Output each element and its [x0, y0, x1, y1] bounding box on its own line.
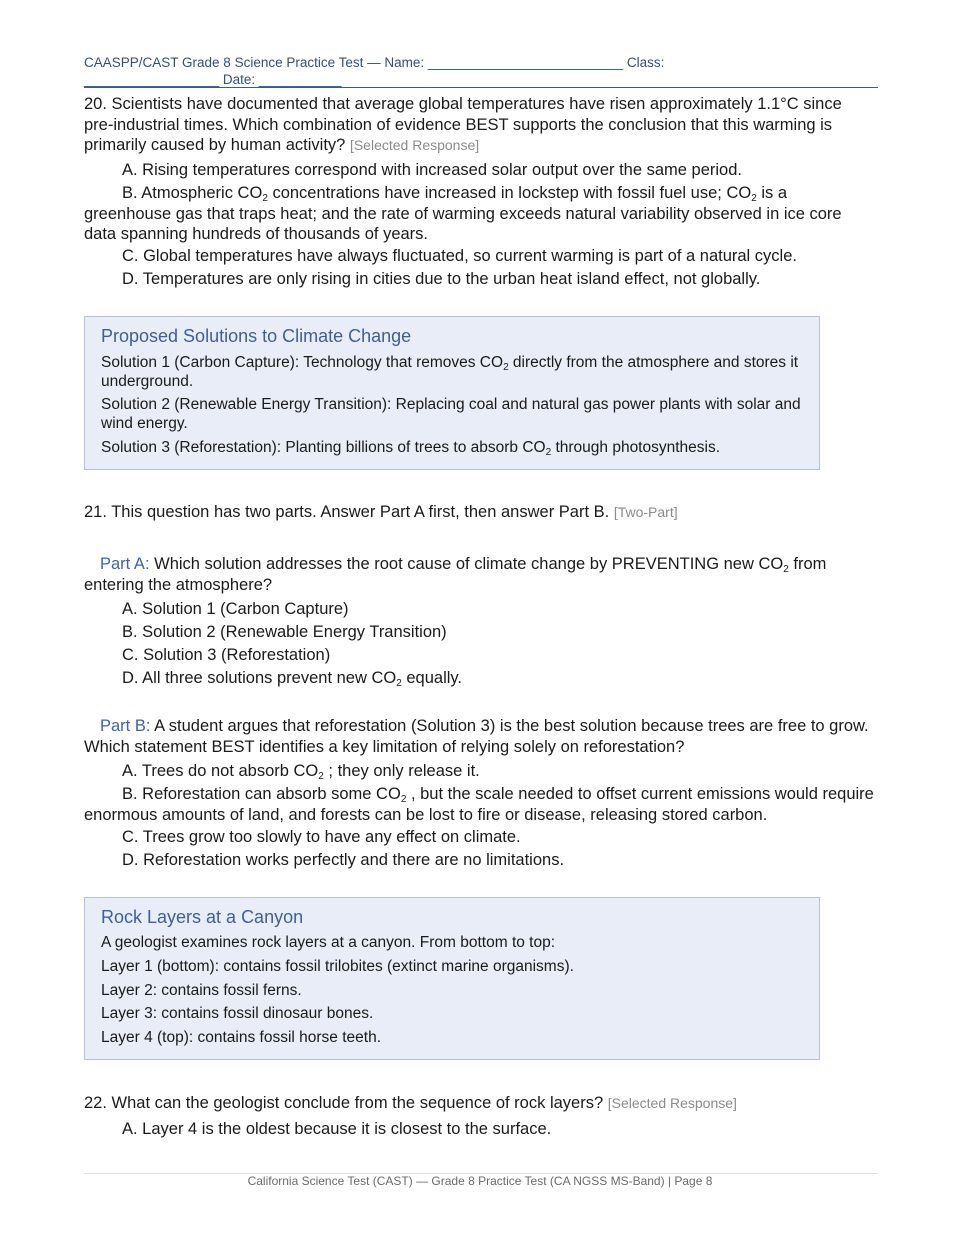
- rock-box-title: Rock Layers at a Canyon: [101, 907, 304, 927]
- q20-option-b-text-2: concentrations have increased in lockstep with fossil fuel use; CO: [267, 184, 752, 202]
- part-b-option-b[interactable]: [84, 784, 874, 825]
- climate-solutions-box: [84, 316, 820, 470]
- subscript-2: 2: [751, 193, 757, 204]
- subscript-2: 2: [503, 362, 509, 373]
- part-b-option-a[interactable]: [84, 761, 874, 782]
- q20-option-b-text-3: is a greenhouse gas that traps heat; and the rate of warming exceeds natural variability observed in ice core data spanning hundreds of thousands of years.: [84, 184, 842, 243]
- question-22-stem: [84, 1093, 874, 1114]
- part-a-prompt: [84, 554, 874, 595]
- question-20-text: 20. Scientists have documented that average global temperatures have risen approximately 1.1°C since pre-industrial times. Which combination of evidence BEST supports the conclusion that this warming is primarily caused by human activity?: [84, 95, 842, 154]
- part-b-option-b-text-2: , but the scale needed to offset current emissions would require enormous amounts of land, and forests can be lost to fire or disease, releasing stored carbon.: [84, 785, 874, 824]
- part-a-option-d-text-1: D. All three solutions prevent new CO: [122, 669, 397, 687]
- part-b-option-a-text-1: A. Trees do not absorb CO: [122, 762, 319, 780]
- rock-layer-2: Layer 2: contains fossil ferns.: [101, 982, 302, 999]
- rock-intro: A geologist examines rock layers at a canyon. From bottom to top:: [101, 934, 556, 951]
- part-a-option-d-text-2: equally.: [401, 669, 463, 687]
- subscript-2: 2: [396, 678, 402, 689]
- subscript-2: 2: [783, 564, 789, 575]
- solution-1: [101, 353, 801, 391]
- solution-1-text-1: Solution 1 (Carbon Capture): Technology that removes CO: [101, 354, 504, 371]
- rock-layer-3: Layer 3: contains fossil dinosaur bones.: [101, 1005, 374, 1022]
- part-a-option-b[interactable]: B. Solution 2 (Renewable Energy Transition): [122, 623, 447, 641]
- part-b-label: Part B:: [100, 717, 151, 735]
- rock-layer-1: Layer 1 (bottom): contains fossil trilobites (extinct marine organisms).: [101, 958, 574, 975]
- header-line-2: __________________ Date: ___________: [84, 72, 342, 87]
- part-a-option-d[interactable]: [84, 668, 874, 689]
- q20-option-b[interactable]: [84, 183, 874, 245]
- q20-option-c[interactable]: C. Global temperatures have always fluctuated, so current warming is part of a natural cycle.: [122, 247, 797, 265]
- solution-1-text-2: directly from the atmosphere and stores it underground.: [101, 354, 799, 390]
- solution-3-text-2: through photosynthesis.: [551, 439, 721, 456]
- q22-option-a[interactable]: A. Layer 4 is the oldest because it is closest to the surface.: [122, 1120, 552, 1138]
- part-b-option-a-text-2: ; they only release it.: [323, 762, 480, 780]
- question-22-type-tag: [Selected Response]: [607, 1095, 737, 1111]
- part-b-prompt: [84, 716, 874, 757]
- q20-option-a[interactable]: A. Rising temperatures correspond with increased solar output over the same period.: [122, 161, 742, 179]
- header-line-1: CAASPP/CAST Grade 8 Science Practice Test — Name: __________________________ Class:: [84, 55, 665, 70]
- part-a-label: Part A:: [100, 555, 150, 573]
- header-divider: [84, 87, 878, 88]
- part-a-option-c[interactable]: C. Solution 3 (Reforestation): [122, 646, 331, 664]
- subscript-2: 2: [318, 771, 324, 782]
- solution-3: [101, 438, 801, 457]
- part-a-text-2: from entering the atmosphere?: [84, 555, 827, 594]
- question-20-type-tag: [Selected Response]: [349, 137, 480, 153]
- question-22-text: 22. What can the geologist conclude from the sequence of rock layers?: [84, 1094, 604, 1112]
- page-header: [84, 54, 878, 88]
- subscript-2: 2: [545, 447, 552, 458]
- rock-layer-4: Layer 4 (top): contains fossil horse teeth.: [101, 1029, 382, 1046]
- climate-box-title: Proposed Solutions to Climate Change: [101, 326, 412, 346]
- subscript-2: 2: [400, 794, 407, 805]
- solution-2: Solution 2 (Renewable Energy Transition): Replacing coal and natural gas power plants with solar and wind energy.: [101, 396, 801, 432]
- q20-option-b-text-1: B. Atmospheric CO: [122, 184, 263, 202]
- solution-3-text-1: Solution 3 (Reforestation): Planting billions of trees to absorb CO: [101, 439, 546, 456]
- part-b-text: A student argues that reforestation (Solution 3) is the best solution because trees are free to grow. Which statement BEST identifies a key limitation of relying solely on reforestation?: [84, 717, 869, 756]
- part-b-option-c[interactable]: C. Trees grow too slowly to have any effect on climate.: [122, 828, 521, 846]
- question-20-stem: [84, 94, 874, 156]
- part-b-option-b-text-1: B. Reforestation can absorb some CO: [122, 785, 401, 803]
- subscript-2: 2: [262, 193, 268, 204]
- part-a-text-1: Which solution addresses the root cause of climate change by PREVENTING new CO: [149, 555, 784, 573]
- question-21-text: 21. This question has two parts. Answer Part A first, then answer Part B.: [84, 503, 610, 521]
- page-footer: California Science Test (CAST) — Grade 8 Practice Test (CA NGSS MS-Band) | Page 8: [247, 1174, 713, 1188]
- q20-option-d[interactable]: D. Temperatures are only rising in cities due to the urban heat island effect, not globally.: [122, 270, 761, 288]
- part-b-option-d[interactable]: D. Reforestation works perfectly and there are no limitations.: [122, 851, 565, 869]
- question-21-type-tag: [Two-Part]: [613, 504, 678, 520]
- rock-layers-box: [84, 897, 820, 1060]
- part-a-option-a[interactable]: A. Solution 1 (Carbon Capture): [122, 600, 349, 618]
- question-21-stem: [84, 502, 874, 523]
